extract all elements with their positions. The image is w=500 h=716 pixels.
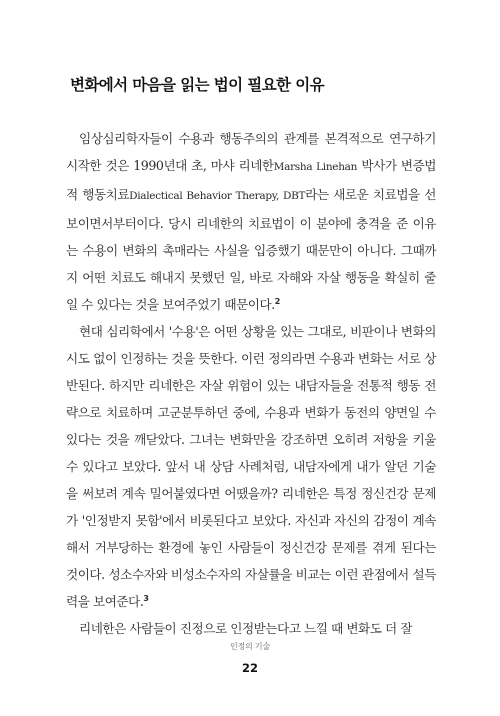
body-text <box>66 125 436 642</box>
footnote-ref-2[interactable]: 2 <box>274 296 280 306</box>
page-number: 22 <box>241 661 258 675</box>
paragraph-1-text-c: 라는 새로운 치료법을 선보이면서부터이다. 당시 리네한의 치료법이 이 분야에 충격을 준 이유는 수용이 변화의 촉매라는 사실을 입증했기 때문만이 아니다. 그때까지 어떤 치료도 해내지 못했던 일, 바로 자해와 자살 행동을 확실히 줄일 수 있다는 것을 보여주었기 때문이다. <box>66 187 436 312</box>
paragraph-1-text-b: 박사가 변증법적 행동치료 <box>66 158 437 202</box>
paragraph-3-text: 리네한은 사람들이 진정으로 인정받는다고 느낄 때 변화도 더 잘 <box>79 621 413 636</box>
paragraph-2-text: 현대 심리학에서 '수용'은 어떤 상황을 있는 그대로, 비판이나 변화의 시도 없이 인정하는 것을 뜻한다. 이런 정의라면 수용과 변화는 서로 상반된다. 하지만 리네한은 자살 위험이 있는 내담자들을 전통적 행동 전략으로 치료하며 고군분투하던 중에, 수용과 변화가 동전의 양면일 수 있다는 것을 깨닫았다. 그녀는 변화만을 강조하면 오히려 저항을 키울 수 있다고 보았다. 앞서 내 상담 사례처럼, 내담자에게 내가 알던 기술을 써보려 계속 밀어붙였다면 어땠을까? 리네한은 특정 정신건강 문제가 '인정받지 못함'에서 비롯된다고 보았다. 자신과 자신의 감정이 계속해서 거부당하는 환경에 놓인 사람들이 정신건강 문제를 겪게 된다는 것이다. 성소수자와 비성소수자의 자살률을 비교는 이런 관점에서 설득력을 보여준다. <box>66 324 436 609</box>
paragraph-1 <box>66 125 436 318</box>
latin-term: Dialectical Behavior Therapy, DBT <box>129 190 306 202</box>
paragraph-2 <box>66 318 436 615</box>
latin-name: Marsha Linehan <box>273 161 358 173</box>
paragraph-1-text-a: 임상심리학자들이 수용과 행동주의의 관계를 본격적으로 연구하기 시작한 것은 1990년대 초, 마샤 리네한 <box>66 131 436 173</box>
running-footer-title: 인정의 기술 <box>230 642 270 651</box>
footnote-ref-3[interactable]: 3 <box>143 593 149 603</box>
paragraph-3 <box>66 615 436 642</box>
section-heading: 변화에서 마음을 읽는 법이 필요한 이유 <box>70 76 324 94</box>
